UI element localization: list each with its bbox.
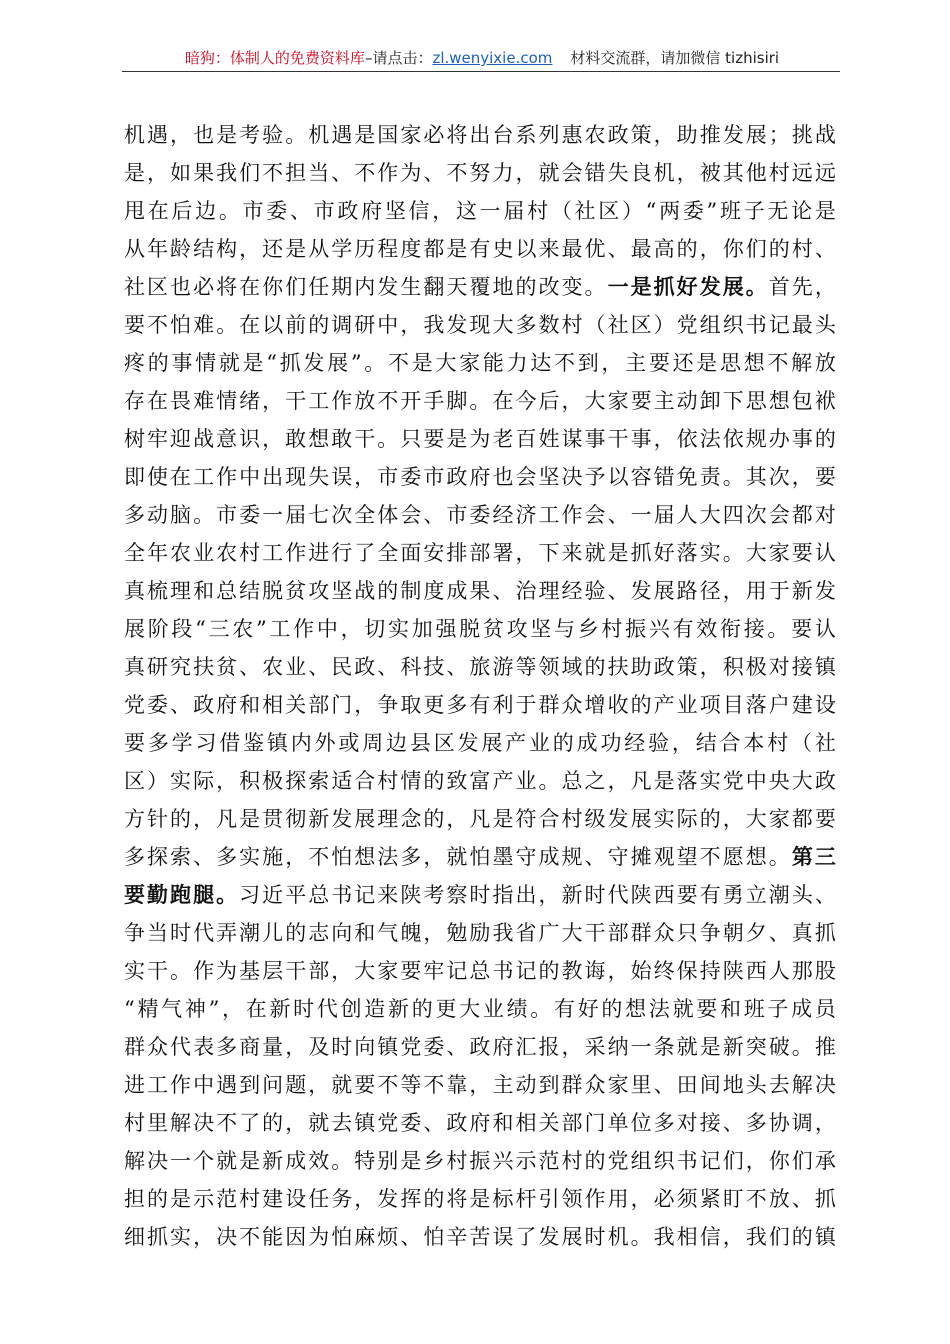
paragraph-line: 疼的事情就是“抓发展”。不是大家能力达不到，主要还是思想不解放 [124, 351, 836, 375]
document-body [124, 116, 836, 1256]
paragraph-line: 真研究扶贫、农业、民政、科技、旅游等领域的扶助政策，积极对接镇 [124, 655, 836, 679]
header-brand: 暗狗：体制人的免费资料库 [184, 49, 365, 67]
paragraph-line: 进工作中遇到问题，就要不等不靠，主动到群众家里、田间地头去解决 [124, 1073, 836, 1097]
header-contact: 材料交流群，请加微信 tizhisiri [570, 49, 780, 67]
header-rule [122, 71, 840, 72]
paragraph-line: 要勤跑腿。习近平总书记来陕考察时指出，新时代陕西要有勇立潮头、 [124, 882, 836, 907]
paragraph-line: 要不怕难。在以前的调研中，我发现大多数村（社区）党组织书记最头 [124, 313, 836, 337]
paragraph-line: 争当时代弄潮儿的志向和气魄，勉励我省广大干部群众只争朝夕、真抓 [124, 921, 836, 945]
section-heading-3-start: 第三 [791, 844, 836, 869]
paragraph-line: 多动脑。市委一届七次全体会、市委经济工作会、一届人大四次会都对 [124, 503, 836, 527]
paragraph-line: 社区也必将在你们任期内发生翻天覆地的改变。一是抓好发展。首先， [124, 274, 836, 299]
paragraph-line: 多探索、多实施，不怕想法多，就怕墨守成规、守摊观望不愿想。第三 [124, 844, 836, 869]
paragraph-line: 存在畏难情绪，干工作放不开手脚。在今后，大家要主动卸下思想包袱 [124, 389, 836, 413]
paragraph-line: 是，如果我们不担当、不作为、不努力，就会错失良机，被其他村远远 [124, 161, 836, 185]
paragraph-line: 方针的，凡是贯彻新发展理念的，凡是符合村级发展实际的，大家都要 [124, 807, 836, 831]
paragraph-line: 实干。作为基层干部，大家要牢记总书记的教诲，始终保持陕西人那股 [124, 959, 836, 983]
paragraph-line: “精气神”，在新时代创造新的更大业绩。有好的想法就要和班子成员 [124, 997, 836, 1021]
section-heading-3-end: 要勤跑腿。 [124, 882, 240, 907]
paragraph-line: 机遇，也是考验。机遇是国家必将出台系列惠农政策，助推发展；挑战 [124, 123, 836, 147]
section-heading-1: 一是抓好发展。 [607, 274, 769, 299]
paragraph-line: 解决一个就是新成效。特别是乡村振兴示范村的党组织书记们，你们承 [124, 1149, 836, 1173]
paragraph-line: 全年农业农村工作进行了全面安排部署，下来就是抓好落实。大家要认 [124, 541, 836, 565]
paragraph-line: 真梳理和总结脱贫攻坚战的制度成果、治理经验、发展路径，用于新发 [124, 579, 836, 603]
header-prompt: –请点击： [364, 49, 433, 67]
paragraph-line: 即使在工作中出现失误，市委市政府也会坚决予以容错免责。其次，要 [124, 465, 836, 489]
paragraph-line: 村里解决不了的，就去镇党委、政府和相关部门单位多对接、多协调， [124, 1111, 836, 1135]
paragraph-line: 树牢迎战意识，敢想敢干。只要是为老百姓谋事干事，依法依规办事的 [124, 427, 836, 451]
paragraph-line: 要多学习借鉴镇内外或周边县区发展产业的成功经验，结合本村（社 [124, 731, 836, 755]
header-link[interactable]: zl.wenyixie.com [432, 49, 553, 67]
page-header [124, 46, 840, 70]
paragraph-line: 担的是示范村建设任务，发挥的将是标杆引领作用，必须紧盯不放、抓 [124, 1187, 836, 1211]
paragraph-line: 党委、政府和相关部门，争取更多有利于群众增收的产业项目落户建设 [124, 693, 836, 717]
paragraph-line: 群众代表多商量，及时向镇党委、政府汇报，采纳一条就是新突破。推 [124, 1035, 836, 1059]
paragraph-line: 甩在后边。市委、市政府坚信，这一届村（社区）“两委”班子无论是 [124, 199, 836, 223]
paragraph-line: 细抓实，决不能因为怕麻烦、怕辛苦误了发展时机。我相信，我们的镇 [124, 1225, 836, 1249]
paragraph-line: 展阶段“三农”工作中，切实加强脱贫攻坚与乡村振兴有效衔接。要认 [124, 617, 836, 641]
paragraph-line: 从年龄结构，还是从学历程度都是有史以来最优、最高的，你们的村、 [124, 237, 836, 261]
paragraph-line: 区）实际，积极探索适合村情的致富产业。总之，凡是落实党中央大政 [124, 769, 836, 793]
